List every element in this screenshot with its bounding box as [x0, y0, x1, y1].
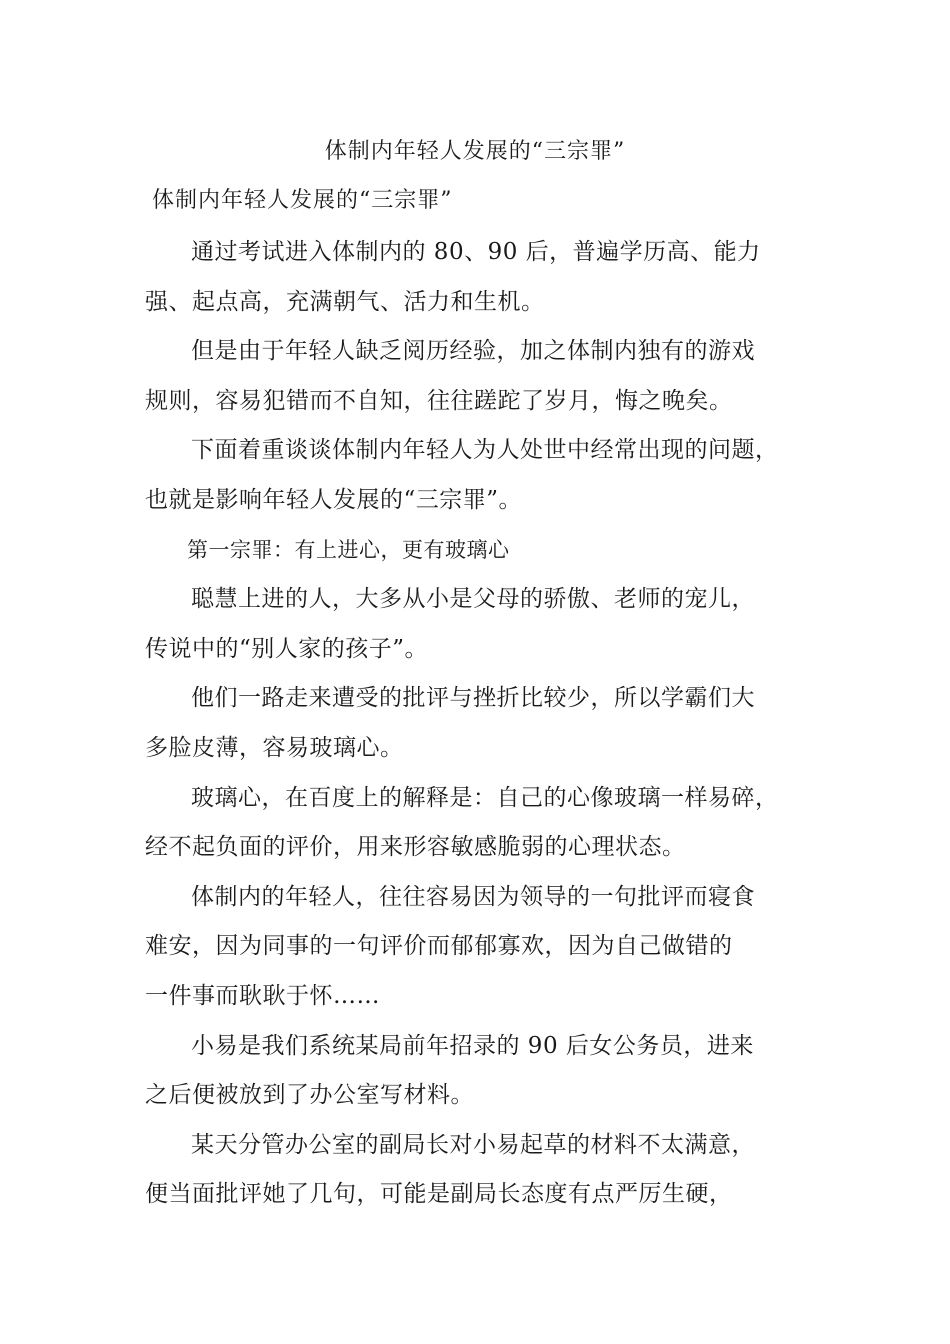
paragraph-line: 他们一路走来遭受的批评与挫折比较少，所以学霸们大 — [191, 685, 755, 712]
paragraph-line: 但是由于年轻人缺乏阅历经验，加之体制内独有的游戏 — [191, 338, 755, 365]
paragraph-line: 强、起点高，充满朝气、活力和生机。 — [145, 288, 545, 315]
paragraph-line: 便当面批评她了几句，可能是副局长态度有点严厉生硬， — [145, 1181, 733, 1208]
section-heading — [145, 526, 815, 576]
document-subtitle: 体制内年轻人发展的“三宗罪” — [152, 188, 453, 213]
paragraph — [145, 1121, 815, 1220]
document-body — [145, 228, 815, 1220]
paragraph-line: 玻璃心，在百度上的解释是：自己的心像玻璃一样易碎， — [191, 784, 779, 811]
paragraph-line: 第一宗罪：有上进心，更有玻璃心 — [187, 537, 510, 562]
paragraph-line: 小易是我们系统某局前年招录的 90 后女公务员，进来 — [191, 1032, 754, 1059]
paragraph — [145, 327, 815, 426]
paragraph — [145, 873, 815, 1022]
paragraph-line: 规则，容易犯错而不自知，往往蹉跎了岁月，悔之晚矣。 — [145, 387, 733, 414]
paragraph-line: 多脸皮薄，容易玻璃心。 — [145, 734, 404, 761]
paragraph-line: 体制内的年轻人，往往容易因为领导的一句批评而寝食 — [191, 883, 755, 910]
paragraph — [145, 228, 815, 327]
paragraph-line: 一件事而耿耿于怀…… — [145, 982, 380, 1009]
paragraph-line: 下面着重谈谈体制内年轻人为人处世中经常出现的问题， — [191, 437, 779, 464]
paragraph-line: 也就是影响年轻人发展的“三宗罪”。 — [145, 486, 523, 513]
document-title: 体制内年轻人发展的“三宗罪” — [324, 139, 626, 164]
paragraph-line: 某天分管办公室的副局长对小易起草的材料不太满意， — [191, 1131, 755, 1158]
paragraph — [145, 674, 815, 773]
paragraph — [145, 1022, 815, 1121]
paragraph-line: 聪慧上进的人，大多从小是父母的骄傲、老师的宠儿， — [191, 586, 755, 613]
paragraph-line: 经不起负面的评价，用来形容敏感脆弱的心理状态。 — [145, 834, 686, 861]
paragraph-line: 难安，因为同事的一句评价而郁郁寡欢，因为自己做错的 — [145, 933, 733, 960]
paragraph — [145, 774, 815, 873]
paragraph-line: 之后便被放到了办公室写材料。 — [145, 1082, 474, 1109]
paragraph — [145, 426, 815, 525]
paragraph — [145, 575, 815, 674]
paragraph-line: 通过考试进入体制内的 80、90 后，普遍学历高、能力 — [191, 239, 761, 265]
paragraph-line: 传说中的“别人家的孩子”。 — [145, 635, 429, 662]
